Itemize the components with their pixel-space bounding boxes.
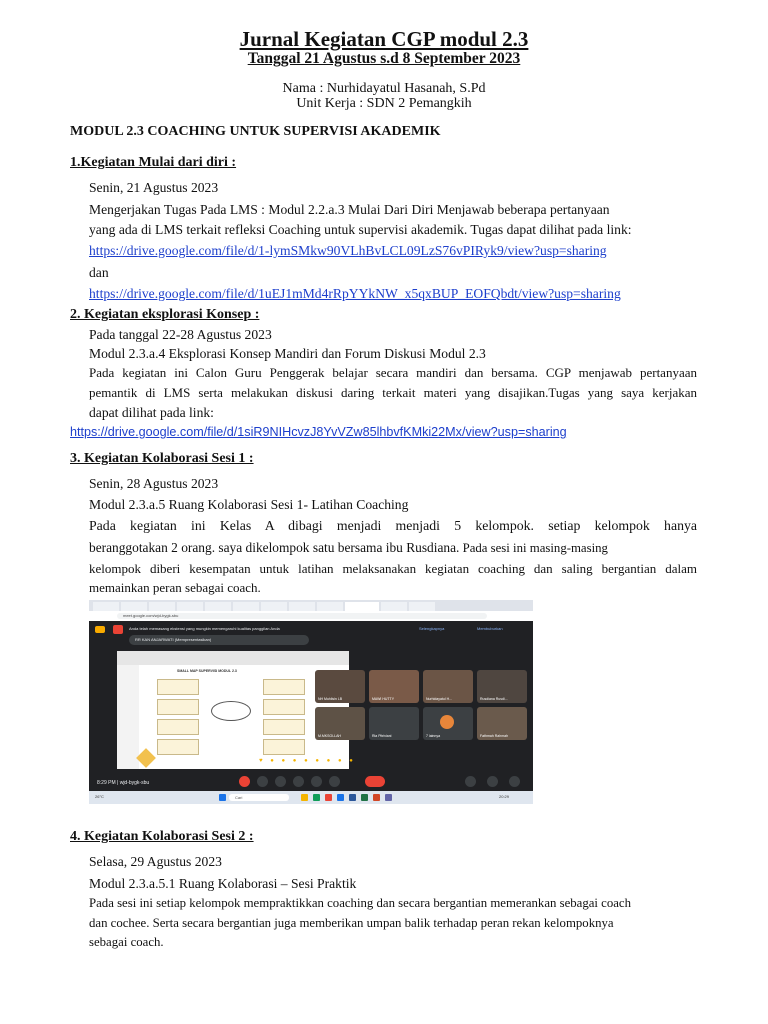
work-unit: Unit Kerja : SDN 2 Pemangkih	[296, 96, 472, 111]
mindmap-box	[263, 679, 305, 695]
participant-name: NH Muhlisin LB	[318, 697, 343, 701]
powerpoint-icon	[373, 794, 380, 801]
browser-tab	[409, 602, 435, 611]
participant-name: Rusdiana Rusdi...	[480, 697, 508, 701]
section1-and: dan	[89, 265, 109, 280]
date-range: Tanggal 21 Agustus s.d 8 September 2023	[247, 50, 521, 67]
mindmap-box	[263, 699, 305, 715]
section2-date: Pada tanggal 22-28 Agustus 2023	[89, 327, 272, 342]
slide-ribbon	[117, 651, 349, 665]
section2-text-line3: pemantik di LMS serta melakukan diskusi daring terkait materi yang disajikan.Tugas yang saya kerjakan	[89, 385, 697, 400]
section3-date: Senin, 28 Agustus 2023	[89, 476, 219, 491]
mindmap-center	[211, 701, 251, 721]
mindmap-box	[157, 719, 199, 735]
section1-link1[interactable]: https://drive.google.com/file/d/1-lymSMkw90VLhBvLCL09LzS76vPIRyk9/view?usp=sharing	[89, 243, 607, 258]
browser-tab	[261, 602, 287, 611]
edge-icon	[337, 794, 344, 801]
app-icon	[313, 794, 320, 801]
participant-tile	[477, 670, 527, 703]
mindmap-box	[157, 699, 199, 715]
section3-module: Modul 2.3.a.5 Ruang Kolaborasi Sesi 1- Latihan Coaching	[89, 497, 409, 512]
slide-decoration	[136, 748, 156, 768]
browser-tab-active	[345, 602, 379, 611]
participant-name: MAWI HUTTY	[372, 697, 395, 701]
activities-icon	[509, 776, 520, 787]
start-icon	[219, 794, 226, 801]
author-name: Nama : Nurhidayatul Hasanah, S.Pd	[282, 81, 486, 96]
chrome-icon	[325, 794, 332, 801]
browser-tab-bar	[89, 600, 533, 611]
section2-text-line4: dapat dilihat pada link:	[89, 405, 214, 420]
clock-time: 8:29 PM	[97, 780, 116, 786]
teams-icon	[385, 794, 392, 801]
section1-date: Senin, 21 Agustus 2023	[89, 180, 219, 195]
section1-heading: 1.Kegiatan Mulai dari diri :	[70, 155, 237, 170]
record-icon	[113, 625, 123, 634]
section1-text-line2: yang ada di LMS terkait refleksi Coaching untuk supervisi akademik. Tugas dapat dilihat pada link:	[89, 222, 632, 237]
browser-address-bar	[89, 611, 533, 621]
section4-text-line1: Pada sesi ini setiap kelompok mempraktikkan coaching dan secara bergantian memerankan sebagai coach	[89, 896, 632, 910]
mindmap-box	[157, 739, 199, 755]
windows-taskbar	[89, 791, 533, 804]
participant-tile	[369, 707, 419, 740]
excel-icon	[361, 794, 368, 801]
section2-heading: 2. Kegiatan eksplorasi Konsep :	[70, 307, 260, 322]
document-title: Jurnal Kegiatan CGP modul 2.3	[239, 27, 529, 51]
meeting-screenshot	[89, 600, 533, 804]
participant-tile	[315, 670, 365, 703]
weather-widget: 26°C	[95, 794, 104, 799]
meet-logo-icon	[95, 626, 105, 633]
slide-thumbnails	[117, 665, 139, 769]
meet-window	[89, 621, 533, 791]
mindmap-box	[157, 679, 199, 695]
section4-date: Selasa, 29 Agustus 2023	[89, 854, 222, 869]
participant-tile	[423, 707, 473, 740]
mindmap-box	[263, 739, 305, 755]
section2-text-line1: Modul 2.3.a.4 Eksplorasi Konsep Mandiri dan Forum Diskusi Modul 2.3	[89, 346, 486, 361]
browser-tab	[289, 602, 315, 611]
explorer-icon	[301, 794, 308, 801]
section2-text-line2: Pada kegiatan ini Calon Guru Penggerak belajar secara mandiri dan bersama. CGP menjawab pertanyaan	[89, 365, 697, 380]
section3-text-line4: memainkan peran sebagai coach.	[89, 580, 261, 595]
section3-text-line3: kelompok diberi kesempatan untuk latihan melaksanakan kegiatan coaching dan saling bergantian dalam	[89, 561, 697, 576]
section1-text-line1: Mengerjakan Tugas Pada LMS : Modul 2.2.a.3 Mulai Dari Diri Menjawab beberapa pertanyaan	[89, 202, 610, 217]
browser-tab	[177, 602, 203, 611]
participant-name: M.MKSOLLAH	[318, 734, 341, 738]
section2-link[interactable]: https://drive.google.com/file/d/1siR9NIHcvzJ8YvVZw85lhbvfKMki22Mx/view?usp=sharing	[70, 425, 567, 439]
participant-name: 7 lainnya	[426, 734, 441, 738]
dismiss-button: Membuburkan	[477, 626, 503, 631]
browser-tab	[149, 602, 175, 611]
section4-text-line3: sebagai coach.	[89, 935, 164, 949]
participant-tile	[315, 707, 365, 740]
browser-tab	[233, 602, 259, 611]
browser-tab	[93, 602, 119, 611]
meet-controls	[89, 771, 533, 791]
avatar	[440, 715, 454, 729]
meeting-code: wjd-bygk-sbu	[119, 780, 150, 786]
section4-module: Modul 2.3.a.5.1 Ruang Kolaborasi – Sesi Praktik	[89, 876, 357, 891]
word-icon	[349, 794, 356, 801]
section3-text-line1: Pada kegiatan ini Kelas A dibagi menjadi menjadi 5 kelompok. setiap kelompok hanya	[89, 518, 697, 533]
section3-text-line2	[89, 540, 697, 556]
section3-heading: 3. Kegiatan Kolaborasi Sesi 1 :	[70, 451, 254, 466]
section1-link2[interactable]: https://drive.google.com/file/d/1uEJ1mMd4rRpYYkNW_x5qxBUP_EOFQbdt/view?usp=sharing	[89, 286, 621, 301]
participant-name: Nurhidayatul H...	[426, 697, 453, 701]
reaction-emojis: ♥ ● ● ● ● ● ● ● ●	[259, 758, 356, 764]
participant-tile	[369, 670, 419, 703]
browser-tab	[121, 602, 147, 611]
learn-more-link: Selengkapnya	[419, 626, 445, 631]
camera-icon	[257, 776, 268, 787]
taskbar-search: Cari	[229, 794, 289, 801]
slide-title: SMALL MAP SUPERVISI MODUL 2.3	[177, 669, 237, 673]
presenter-label: RR KAN ANJARWATI (Mempresentasikan)	[129, 635, 309, 645]
participant-name: Fathmah Rahmah	[480, 734, 509, 738]
url-field: meet.google.com/wjd-bygk-sbu	[117, 613, 487, 619]
section3-text-line2b: Pada sesi ini masing-masing	[459, 541, 608, 555]
section4-heading: 4. Kegiatan Kolaborasi Sesi 2 :	[70, 829, 254, 844]
raise-hand-icon	[311, 776, 322, 787]
browser-tab	[205, 602, 231, 611]
captions-icon	[275, 776, 286, 787]
people-icon	[487, 776, 498, 787]
module-heading: MODUL 2.3 COACHING UNTUK SUPERVISI AKADEMIK	[70, 124, 441, 139]
leave-call-icon	[365, 776, 385, 787]
tray-clock: 20:29	[499, 794, 510, 799]
section4-text-line2: dan cochee. Serta secara bergantian juga memberikan umpan balik terhadap peran rekan kelompoknya	[89, 916, 614, 930]
participant-tile	[423, 670, 473, 703]
browser-tab	[381, 602, 407, 611]
info-icon	[465, 776, 476, 787]
more-options-icon	[329, 776, 340, 787]
participant-name: Ria Pitriviani	[372, 734, 392, 738]
mindmap-box	[263, 719, 305, 735]
section3-text-line2a: beranggotakan 2 orang. saya dikelompok satu bersama ibu Rusdiana.	[89, 540, 460, 555]
participant-tile	[477, 707, 527, 740]
extension-warning: Anda telah memasang ekstensi yang mungkin memengaruhi kualitas panggilan Anda	[129, 626, 280, 631]
mic-icon	[239, 776, 250, 787]
browser-tab	[317, 602, 343, 611]
meeting-clock: 8:29 PM | wjd-bygk-sbu	[97, 780, 150, 786]
present-icon	[293, 776, 304, 787]
